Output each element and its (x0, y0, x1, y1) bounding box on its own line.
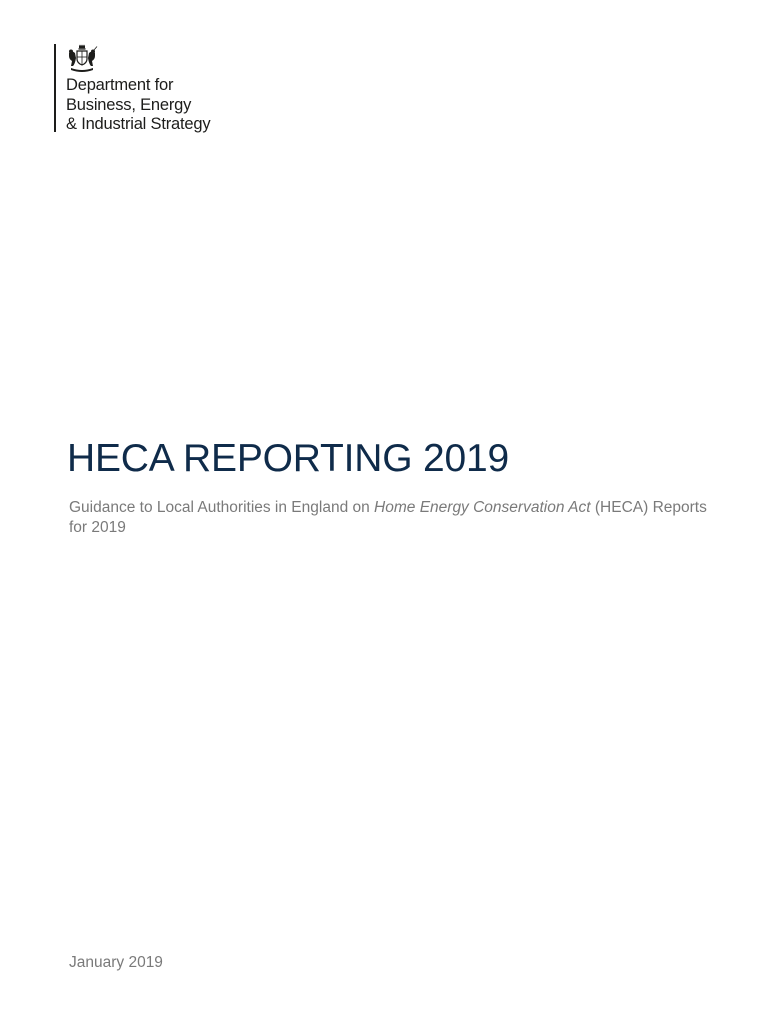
department-name-line-2: Business, Energy (66, 95, 192, 114)
publication-date: January 2019 (69, 954, 163, 971)
department-name-line-1: Department for (66, 76, 174, 94)
department-logo (54, 44, 274, 134)
document-subtitle (69, 498, 709, 538)
department-name (66, 76, 210, 135)
royal-coat-of-arms-icon (63, 44, 101, 74)
subtitle-text-2: (HECA) Reports for 2019 (69, 499, 707, 536)
subtitle-text-1: Guidance to Local Authorities in England on (69, 499, 375, 516)
logo-divider-rule (54, 44, 56, 132)
document-title: HECA REPORTING 2019 (67, 437, 509, 480)
department-name-line-3: & Industrial Strategy (66, 115, 211, 133)
subtitle-act-name: Home Energy Conservation Act (374, 499, 591, 516)
